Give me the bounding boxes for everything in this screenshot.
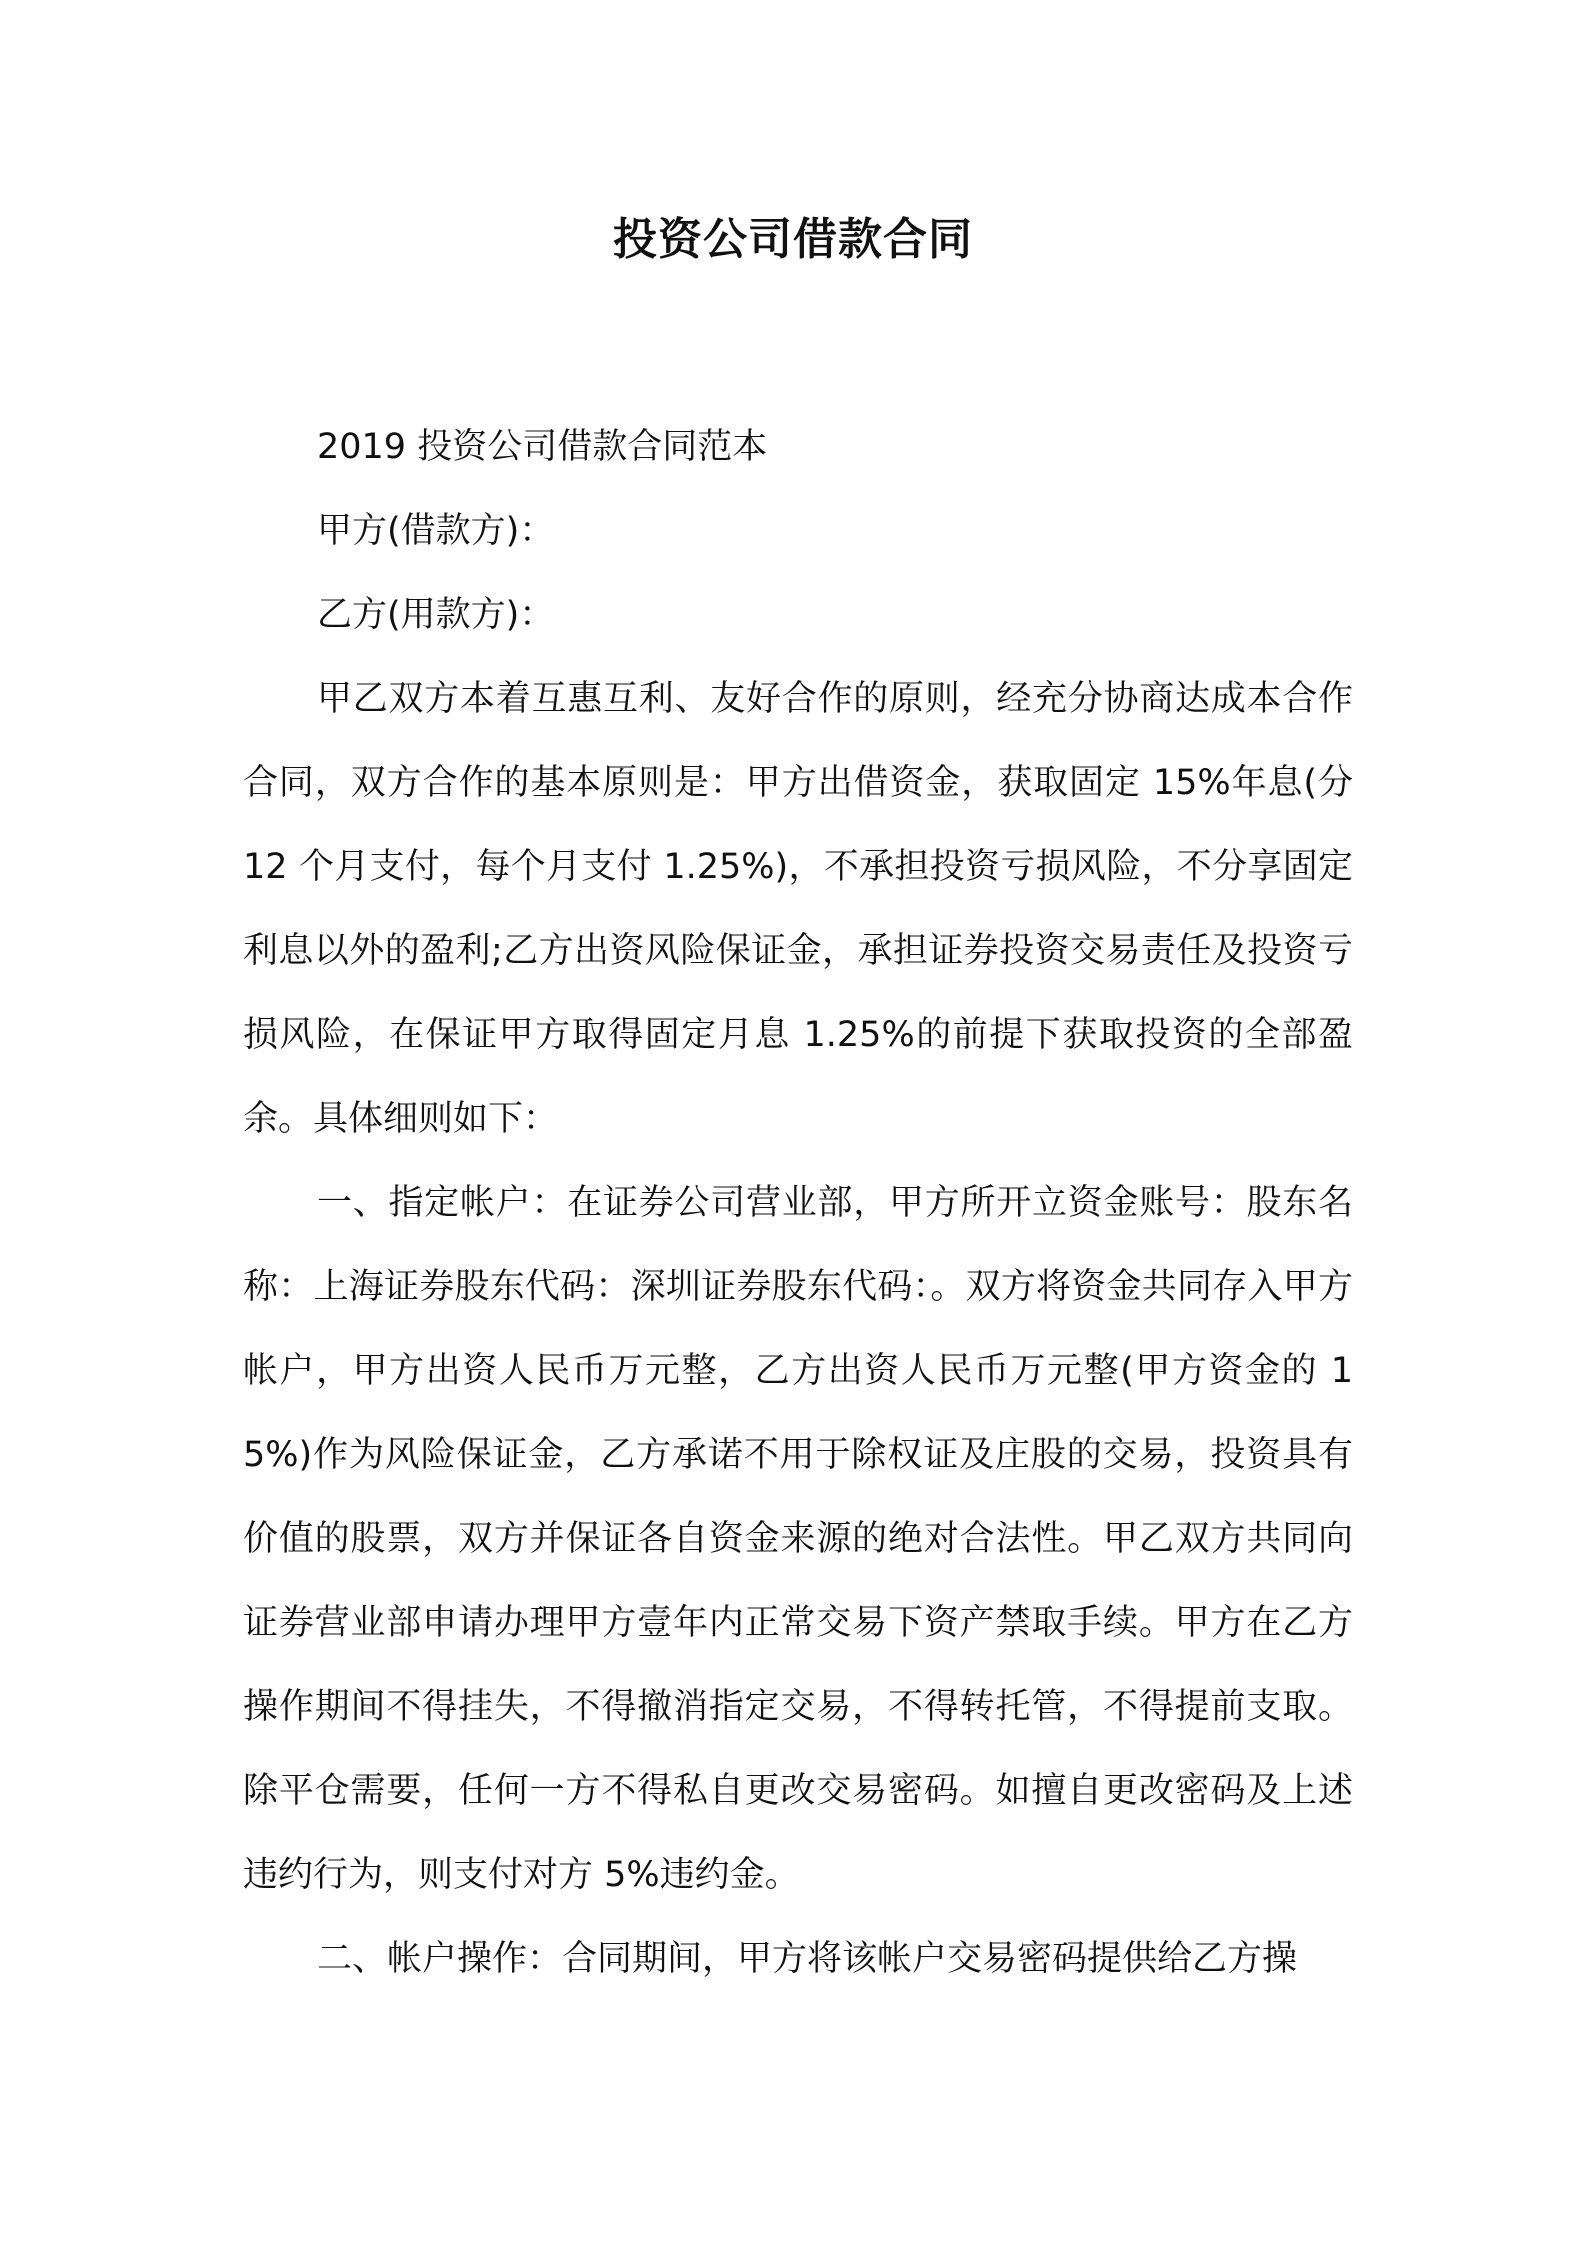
clause-1-paragraph: 一、指定帐户：在证券公司营业部，甲方所开立资金账号：股东名称：上海证券股东代码：深圳证券股东代码：。双方将资金共同存入甲方帐户，甲方出资人民币万元整，乙方出资人民币万元整(甲方资金的 15%)作为风险保证金，乙方承诺不用于除权证及庄股的交易，投资具有价值的股票，双方并保证各自资金来源的绝对合法性。甲乙双方共同向证券营业部申请办理甲方壹年内正常交易下资产禁取手续。甲方在乙方操作期间不得挂失，不得撤消指定交易，不得转托管，不得提前支取。除平仓需要，任何一方不得私自更改交易密码。如擅自更改密码及上述违约行为，则支付对方 5%违约金。 — [243, 1183, 1353, 1895]
clause-2-paragraph: 二、帐户操作：合同期间，甲方将该帐户交易密码提供给乙方操 — [317, 1939, 1298, 1979]
document-body — [243, 405, 1353, 2001]
party-a-line: 甲方(借款方)： — [317, 511, 555, 551]
subtitle-paragraph: 2019 投资公司借款合同范本 — [317, 427, 768, 467]
intro-paragraph: 甲乙双方本着互惠互利、友好合作的原则，经充分协商达成本合作合同，双方合作的基本原则是：甲方出借资金，获取固定 15%年息(分 12 个月支付，每个月支付 1.25%)，不承担投资亏损风险，不分享固定利息以外的盈利;乙方出资风险保证金，承担证券投资交易责任及投资亏损风险，在保证甲方取得固定月息 1.25%的前提下获取投资的全部盈余。具体细则如下： — [243, 679, 1353, 1139]
party-b-line: 乙方(用款方)： — [317, 595, 555, 635]
document-title: 投资公司借款合同 — [613, 214, 973, 265]
